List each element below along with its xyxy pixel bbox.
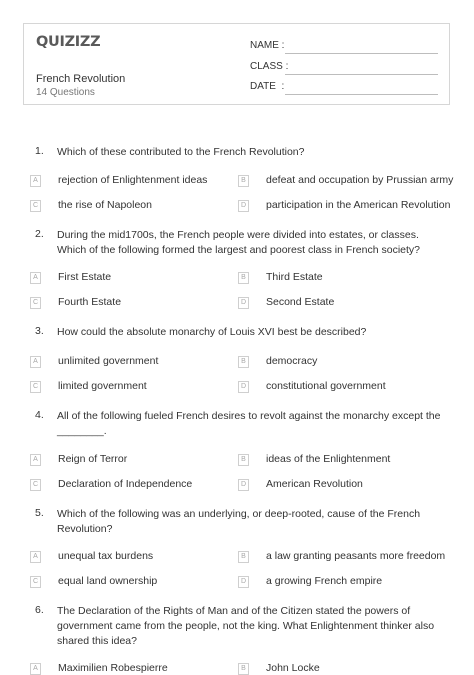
name-field[interactable] [250,40,438,54]
option-letter-box: C [30,381,41,393]
date-label: DATE : [250,81,285,92]
option-letter-box: A [30,272,41,284]
question-text: Which of the following was an underlying, or deep-rooted, cause of the French Revolution? [57,508,421,535]
option-letter-box: C [30,297,41,309]
option-text: American Revolution [266,478,363,490]
option-text: Reign of Terror [58,453,128,465]
option-text: a law granting peasants more freedom [266,550,446,562]
class-label: CLASS : [250,61,289,72]
question-number: 3. [35,325,44,337]
option-letter-box: C [30,576,41,588]
option-letter-box: D [238,297,249,309]
question-number: 2. [35,228,44,240]
option-letter-box: B [238,356,249,368]
option-text: ideas of the Enlightenment [266,453,391,465]
option-text: Fourth Estate [58,296,122,308]
option-letter-box: D [238,381,249,393]
date-field[interactable] [250,81,438,95]
question-number: 4. [35,409,44,421]
option-text: defeat and occupation by Prussian army [266,174,454,186]
option-letter-box: B [238,663,249,675]
question-text: Which of these contributed to the French Revolution? [57,146,305,158]
option-letter-box: B [238,175,249,187]
option-letter-box: D [238,200,249,212]
option-letter-box: A [30,551,41,563]
name-line [285,53,438,54]
quizizz-logo: QUIZIZZ [36,34,101,50]
option-letter-box: B [238,272,249,284]
question-text: The Declaration of the Rights of Man and of the Citizen stated the powers of government came from the people, not the king. What Enlightenment thinker also shared this idea? [57,605,435,647]
option-letter-box: A [30,356,41,368]
option-text: democracy [266,355,318,367]
question-count: 14 Questions [36,87,95,98]
option-letter-box: D [238,576,249,588]
question-number: 6. [35,604,44,616]
question-number: 5. [35,507,44,519]
option-letter-box: D [238,479,249,491]
option-text: participation in the American Revolution [266,199,451,211]
option-text: First Estate [58,271,112,283]
question-text: How could the absolute monarchy of Louis XVI best be described? [57,326,367,338]
option-text: equal land ownership [58,575,158,587]
option-letter-box: B [238,551,249,563]
option-letter-box: C [30,479,41,491]
option-text: John Locke [266,662,320,674]
option-letter-box: A [30,175,41,187]
date-line [285,94,438,95]
question-text: All of the following fueled French desires to revolt against the monarchy except the ________. [57,410,441,437]
name-label: NAME : [250,40,285,51]
option-text: constitutional government [266,380,386,392]
option-text: limited government [58,380,147,392]
option-text: the rise of Napoleon [58,199,152,211]
option-text: a growing French empire [266,575,383,587]
worksheet-title: French Revolution [36,73,126,85]
option-text: Second Estate [266,296,335,308]
option-letter-box: B [238,454,249,466]
option-text: unlimited government [58,355,159,367]
option-text: rejection of Enlightenment ideas [58,174,208,186]
option-text: unequal tax burdens [58,550,154,562]
option-text: Third Estate [266,271,323,283]
option-letter-box: A [30,663,41,675]
class-line [285,74,438,75]
option-text: Declaration of Independence [58,478,193,490]
option-letter-box: A [30,454,41,466]
class-field[interactable] [250,61,438,75]
question-text: During the mid1700s, the French people were divided into estates, or classes. Which of the following formed the largest and poorest class in French society? [57,229,421,256]
option-letter-box: C [30,200,41,212]
question-number: 1. [35,145,44,157]
option-text: Maximilien Robespierre [58,662,168,674]
